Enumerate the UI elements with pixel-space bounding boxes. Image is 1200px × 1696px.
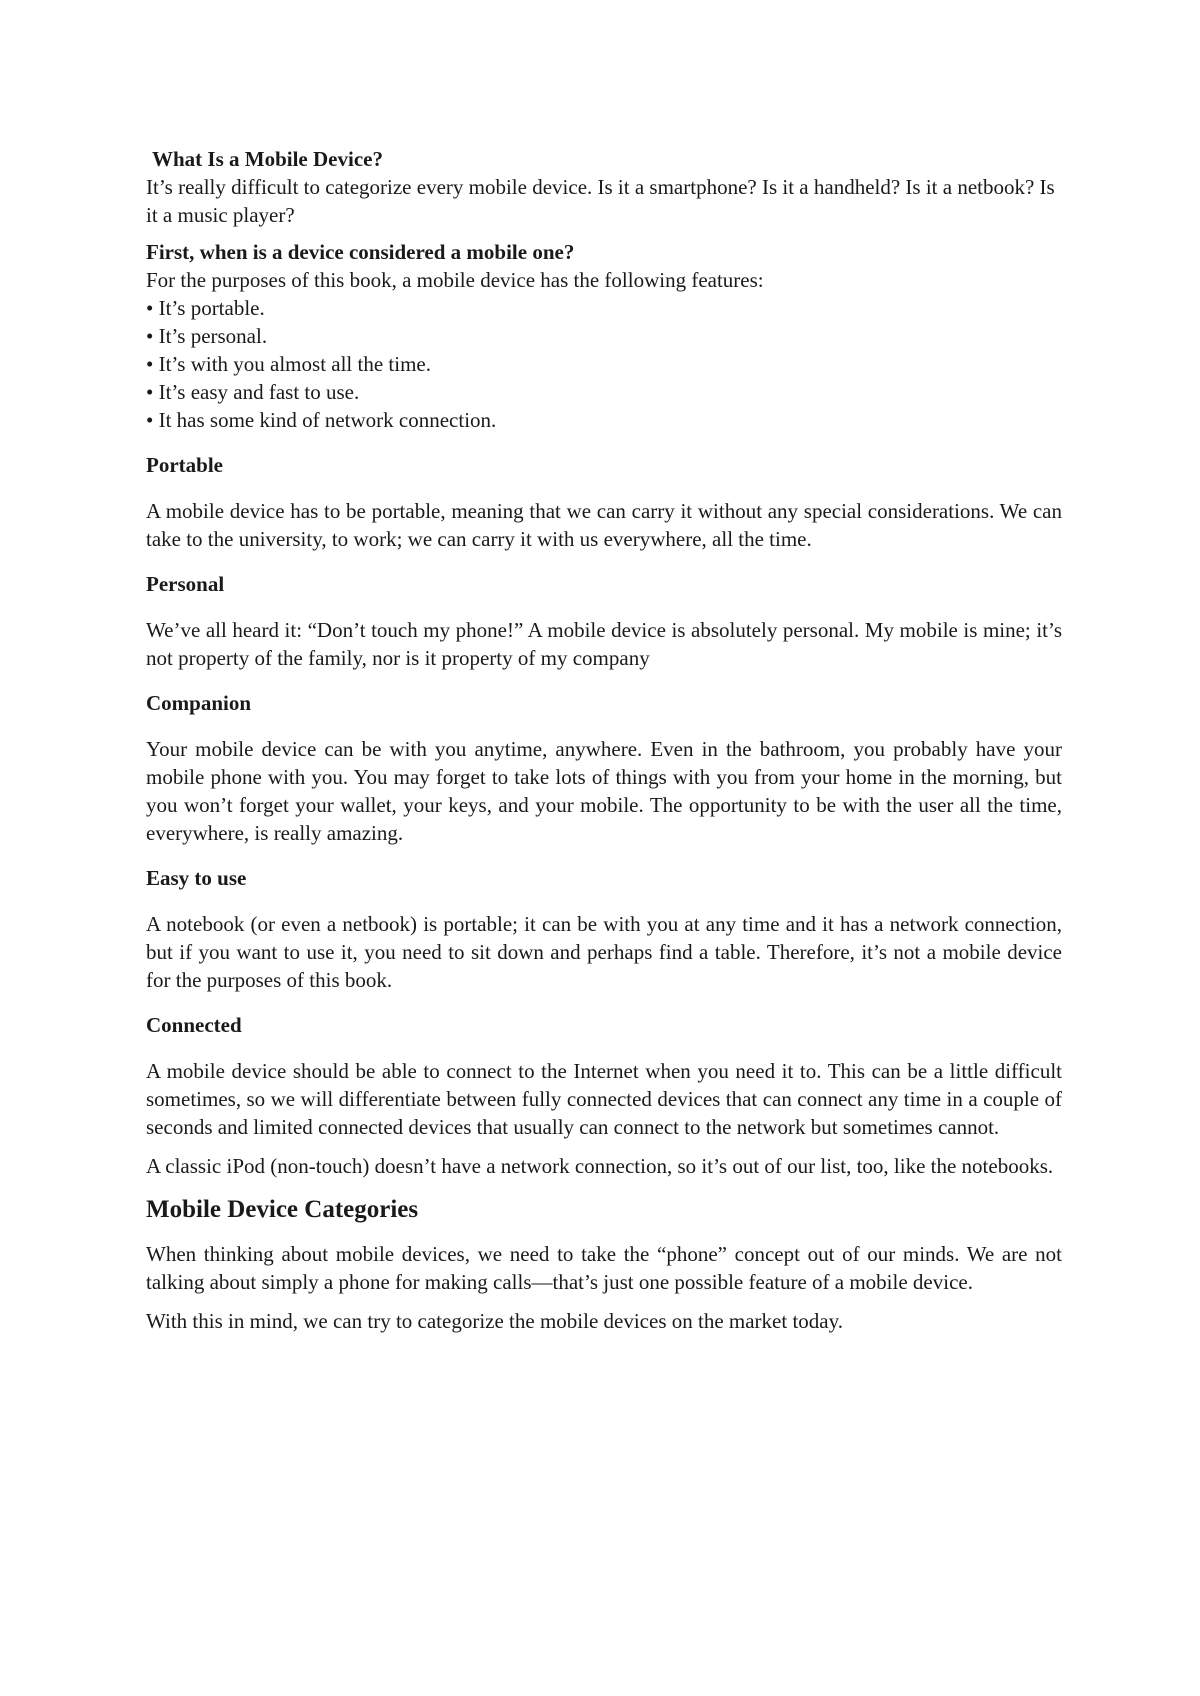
list-item: • It’s easy and fast to use. — [146, 378, 1062, 406]
features-list — [146, 294, 1062, 434]
features-intro: For the purposes of this book, a mobile device has the following features: — [146, 268, 764, 292]
intro-paragraph: It’s really difficult to categorize every mobile device. Is it a smartphone? Is it a handheld? Is it a netbook? Is it a music player? — [146, 175, 1055, 227]
section-paragraph: Your mobile device can be with you anytime, anywhere. Even in the bathroom, you probably have your mobile phone with you. You may forget to take lots of things with you from your home in the morning, but you won’t forget your wallet, your keys, and your mobile. The opportunity to be with the user all the time, everywhere, is really amazing. — [146, 737, 1062, 845]
list-item: • It’s with you almost all the time. — [146, 350, 1062, 378]
section-paragraph: We’ve all heard it: “Don’t touch my phone!” A mobile device is absolutely personal. My mobile is mine; it’s not property of the family, nor is it property of my company — [146, 618, 1062, 670]
list-item: • It’s portable. — [146, 294, 1062, 322]
section-heading-personal: Personal — [146, 572, 225, 596]
section-paragraph: A mobile device should be able to connect to the Internet when you need it to. This can be a little difficult sometimes, so we will differentiate between fully connected devices that can connect any time in a couple of seconds and limited connected devices that usually can connect to the network but sometimes cannot. — [146, 1059, 1062, 1139]
categories-heading: Mobile Device Categories — [146, 1196, 419, 1223]
section-paragraph: A notebook (or even a netbook) is portable; it can be with you at any time and it has a network connection, but if you want to use it, you need to sit down and perhaps find a table. Therefore, it’s not a mobile device for the purposes of this book. — [146, 912, 1062, 992]
section-heading-portable: Portable — [146, 453, 223, 477]
section-heading-connected: Connected — [146, 1013, 242, 1037]
categories-paragraph: When thinking about mobile devices, we need to take the “phone” concept out of our minds. We are not talking about simply a phone for making calls—that’s just one possible feature of a mobile device. — [146, 1242, 1062, 1294]
section-heading-companion: Companion — [146, 691, 252, 715]
categories-paragraph: With this in mind, we can try to categorize the mobile devices on the market today. — [146, 1309, 843, 1333]
question-heading: First, when is a device considered a mobile one? — [146, 240, 575, 264]
list-item: • It has some kind of network connection. — [146, 406, 1062, 434]
section-heading-easy-to-use: Easy to use — [146, 866, 247, 890]
document-title: What Is a Mobile Device? — [152, 147, 383, 171]
document-page — [146, 145, 1062, 1346]
list-item: • It’s personal. — [146, 322, 1062, 350]
section-paragraph: A classic iPod (non-touch) doesn’t have a network connection, so it’s out of our list, too, like the notebooks. — [146, 1154, 1054, 1178]
section-paragraph: A mobile device has to be portable, meaning that we can carry it without any special considerations. We can take to the university, to work; we can carry it with us everywhere, all the time. — [146, 499, 1062, 551]
